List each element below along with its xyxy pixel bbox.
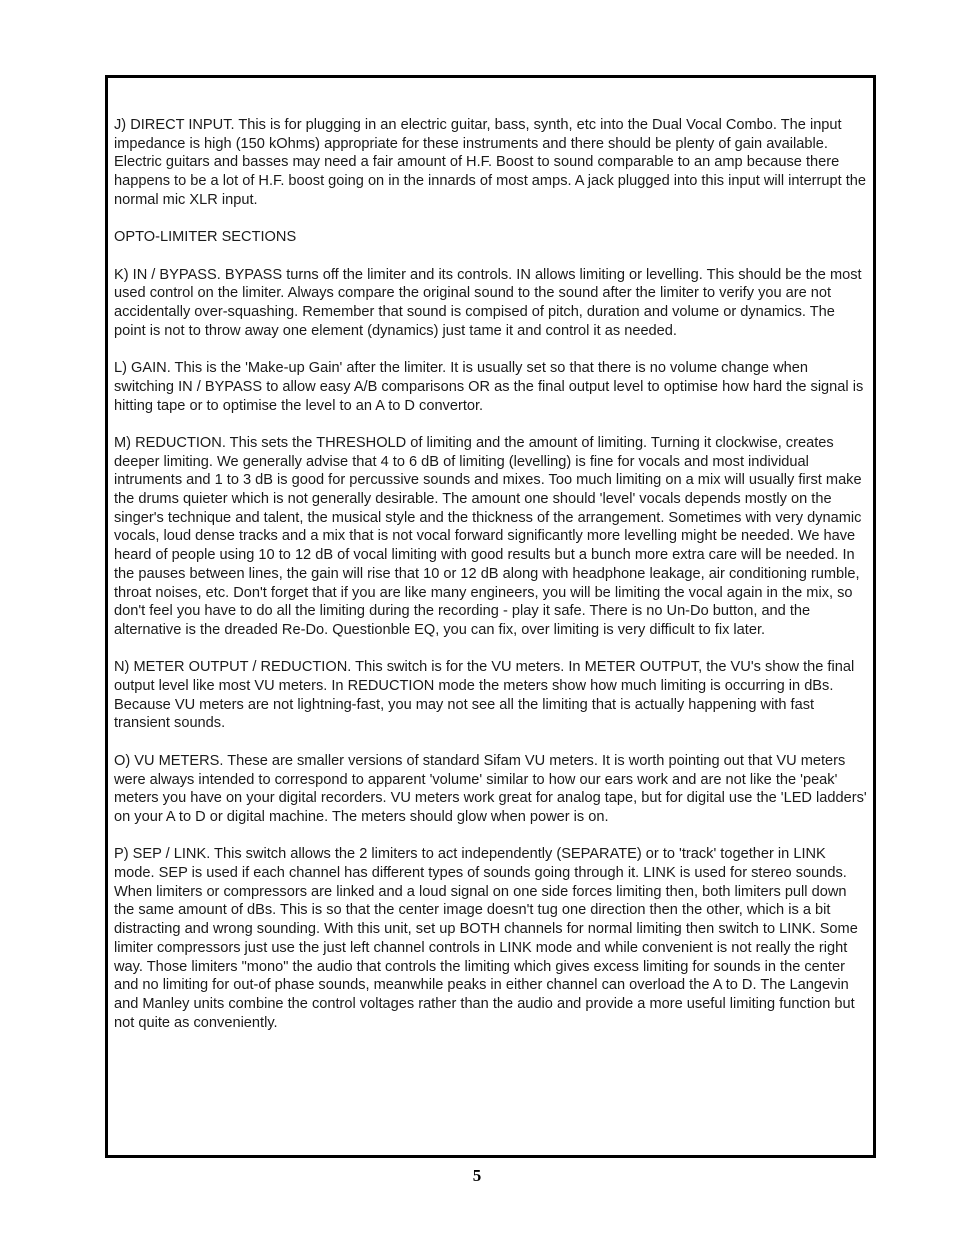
page-number: 5	[472, 1166, 482, 1185]
paragraph-meter-output: N) METER OUTPUT / REDUCTION. This switch is for the VU meters. In METER OUTPUT, the VU's show the final output level like most VU meters. In REDUCTION mode the meters show how much limiting is occurring in dBs. Because VU meters are not lightning-fast, you may not see all the limiting that is actually happening with fast transient sounds.	[114, 659, 855, 732]
paragraph-direct-input: J) DIRECT INPUT. This is for plugging in an electric guitar, bass, synth, etc into the Dual Vocal Combo. The input impedance is high (150 kOhms) appropriate for these instruments and there should be plenty of gain available. Electric guitars and basses may need a fair amount of H.F. Boost to sound comparable to an amp because there happens to be a lot of H.F. boost going on in the innards of most amps. A jack plugged into this input will interrupt the normal mic XLR input.	[114, 117, 867, 208]
paragraph-sep-link: P) SEP / LINK. This switch allows the 2 limiters to act independently (SEPARATE) or to 'track' together in LINK mode. SEP is used if each channel has different types of sounds going through it. LINK is used for stereo sounds. When limiters or compressors are linked and a loud signal on one side forces limiting then, both limiters pull down the same amount of dBs. This is so that the center image doesn't tug one direction then the other, which is a bit distracting and wrong sounding. With this unit, set up BOTH channels for normal limiting then switch to LINK. Some limiter compressors just use the just left channel controls in LINK mode and while convenient is not really the right way. Those limiters "mono" the audio that controls the limiting which gives excess limiting for sounds in the center and no limiting for out-of phase sounds, meanwhile peaks in either channel can overload the A to D. The Langevin and Manley units combine the control voltages rather than the audio and provide a more useful limiting function but not quite as conveniently.	[114, 846, 858, 1031]
page-border-frame	[105, 75, 876, 1158]
paragraph-vu-meters: O) VU METERS. These are smaller versions of standard Sifam VU meters. It is worth pointing out that VU meters were always intended to correspond to apparent 'volume' similar to how our ears work and are not like the 'peak' meters you have on your digital recorders. VU meters work great for analog tape, but for digital use the 'LED ladders' on your A to D or digital machine. The meters should glow when power is on.	[114, 752, 867, 825]
section-heading-opto-limiter: OPTO-LIMITER SECTIONS	[114, 229, 297, 246]
paragraph-in-bypass: K) IN / BYPASS. BYPASS turns off the limiter and its controls. IN allows limiting or levelling. This should be the most used control on the limiter. Always compare the original sound to the sound after the limiter to verify you are not accidentally over-squashing. Remember that sound is compised of pitch, duration and volume or dynamics. The point is not to throw away one element (dynamics) just tame it and control it as needed.	[114, 266, 862, 339]
paragraph-gain: L) GAIN. This is the 'Make-up Gain' after the limiter. It is usually set so that there is no volume change when switching IN / BYPASS to allow easy A/B comparisons OR as the final output level to optimise how hard the signal is hitting tape or to optimise the level to an A to D convertor.	[114, 360, 864, 414]
paragraph-reduction: M) REDUCTION. This sets the THRESHOLD of limiting and the amount of limiting. Turning it clockwise, creates deeper limiting. We generally advise that 4 to 6 dB of limiting (levelling) is fine for vocals and most individual intruments and 1 to 3 dB is good for percussive sounds and mixes. Too much limiting on a mix will usually first make the drums quieter which is not generally desirable. The amount one should 'level' vocals depends mostly on the singer's technique and talent, the musical style and the thickness of the arrangement. Sometimes with very dynamic vocals, loud dense tracks and a mix that is not vocal forward significantly more levelling might be needed. We have heard of people using 10 to 12 dB of vocal limiting with good results but a bunch more extra care will be needed. In the pauses between lines, the gain will rise that 10 or 12 dB along with headphone leakage, air conditioning rumble, throat noises, etc. Don't forget that if you are like many engineers, you will be limiting the vocal again in the mix, so don't feel you have to do all the limiting during the recording - play it safe. There is no Un-Do button, and the alternative is the dreaded Re-Do. Questionble EQ, you can fix, over limiting is very difficult to fix later.	[114, 434, 862, 638]
manual-text-body	[114, 116, 870, 1051]
